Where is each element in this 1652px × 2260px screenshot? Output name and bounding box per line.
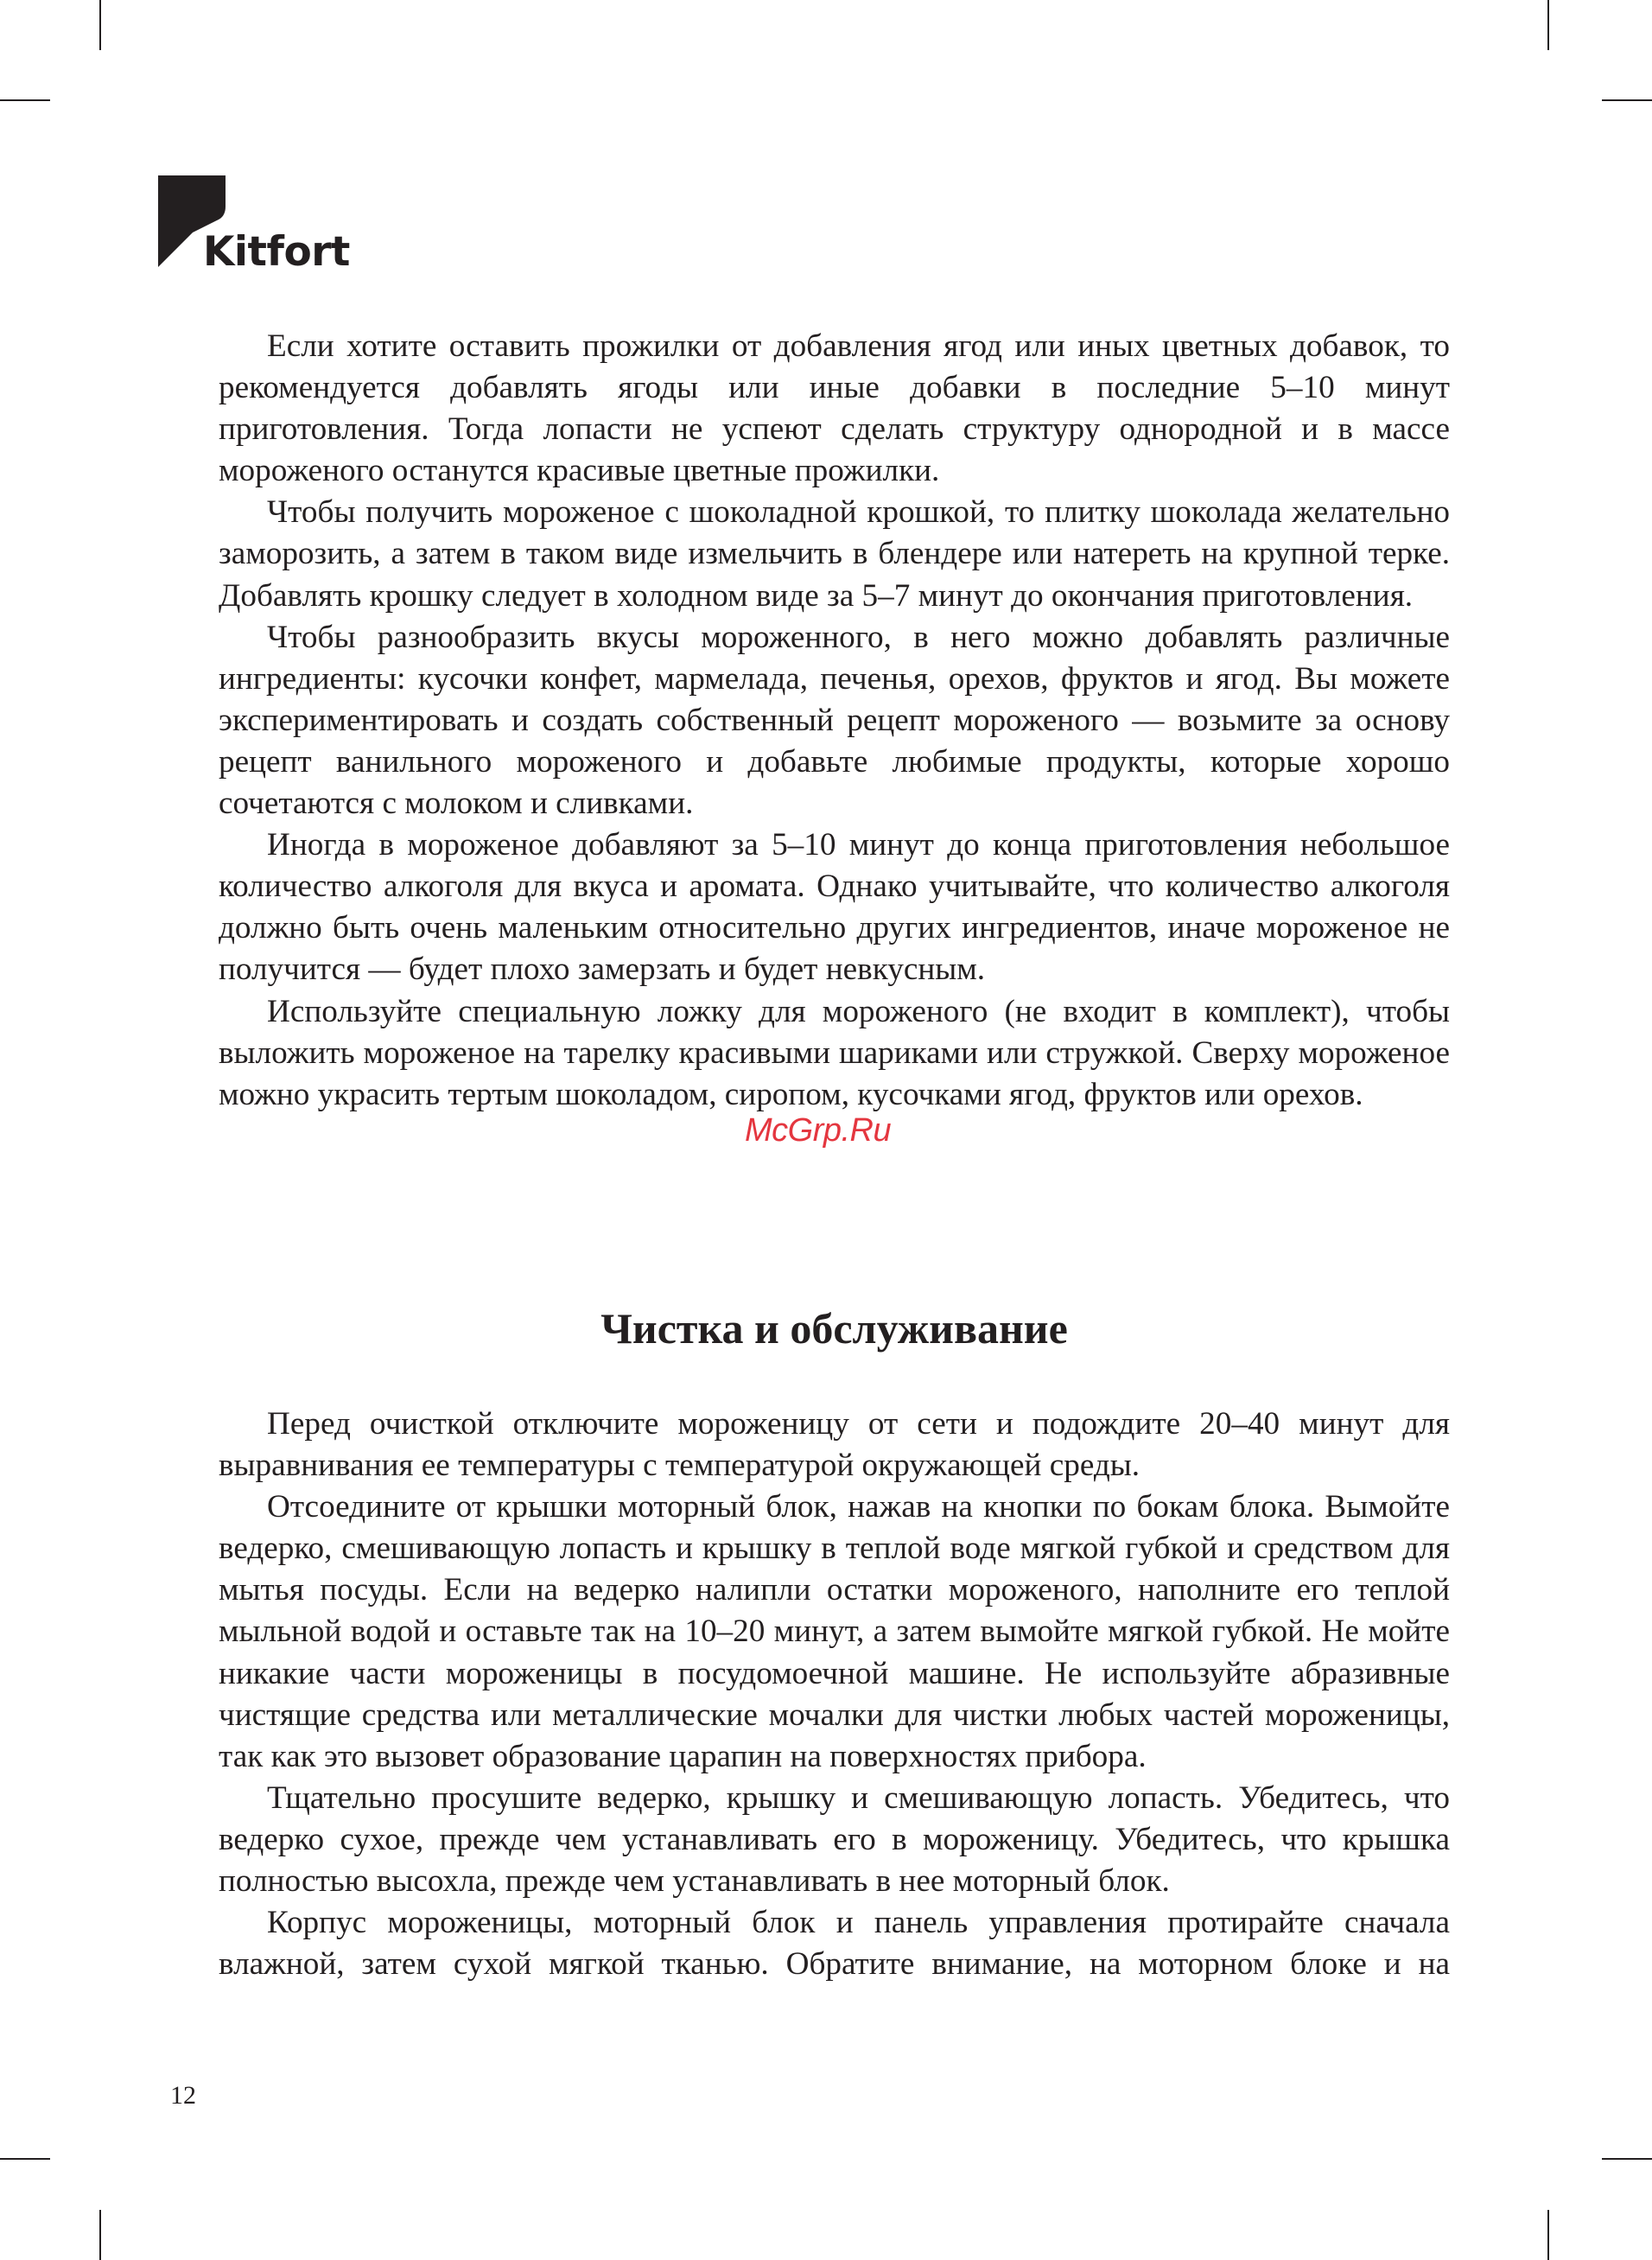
crop-mark — [1602, 2158, 1652, 2160]
paragraph: Чтобы получить мороженое с шоколадной крошкой, то плитку шоколада желательно заморозить, а затем в таком виде измельчить в блендере или натереть на крупной терке. Добавлять крошку следует в холодном виде за 5–7 минут до окончания приготовления. — [219, 494, 1450, 614]
paragraph: Иногда в мороженое добавляют за 5–10 минут до конца приготовления небольшое количество алкоголя для вкуса и аромата. Однако учитывайте, что количество алкоголя должно быть очень маленьким относительно других ингредиентов, иначе мороженое не получится — будет плохо замерзать и будет невкусным. — [219, 827, 1450, 988]
paragraph: Корпус мороженицы, моторный блок и панель управления протирайте сначала влажной, затем сухой мягкой тканью. Обратите внимание, на моторном блоке и на — [219, 1905, 1450, 1983]
brand-logo — [158, 175, 350, 276]
crop-mark — [1602, 99, 1652, 101]
paragraph: Если хотите оставить прожилки от добавления ягод или иных цветных добавок, то рекомендуется добавлять ягоды или иные добавки в последние 5–10 минут приготовления. Тогда лопасти не успеют сделать структуру однородной и в массе мороженого останутся красивые цветные прожилки. — [219, 328, 1450, 489]
crop-mark — [1547, 0, 1549, 50]
crop-mark — [99, 0, 101, 50]
crop-mark — [0, 99, 50, 101]
paragraph: Отсоедините от крышки моторный блок, нажав на кнопки по бокам блока. Вымойте ведерко, смешивающую лопасть и крышку в теплой воде мягкой губкой и средством для мытья посуды. Если на ведерко налипли остатки мороженого, наполните его теплой мыльной водой и оставьте так на 10–20 минут, а затем вымойте мягкой губкой. Не мойте никакие части мороженицы в посудомоечной машине. Не используйте абразивные чистящие средства или металлические мочалки для чистки любых частей мороженицы, так как это вызовет образование царапин на поверхностях прибора. — [219, 1489, 1450, 1774]
watermark: McGrp.Ru — [745, 1112, 892, 1149]
crop-mark — [0, 2158, 50, 2160]
crop-mark — [1547, 2210, 1549, 2260]
brand-name: Kitfort — [203, 228, 350, 276]
paragraph: Используйте специальную ложку для мороженого (не входит в комплект), чтобы выложить мороженое на тарелку красивыми шариками или стружкой. Сверху мороженое можно украсить тертым шоколадом, сиропом, кусочками ягод, фруктов или орехов. — [219, 993, 1450, 1112]
crop-mark — [99, 2210, 101, 2260]
recommendations-text — [219, 326, 1450, 1116]
cleaning-text — [219, 1404, 1450, 1985]
section-heading: Чистка и обслуживание — [600, 1304, 1068, 1353]
paragraph: Чтобы разнообразить вкусы мороженного, в него можно добавлять различные ингредиенты: кусочки конфет, мармелада, печенья, орехов, фруктов и ягод. Вы можете экспериментировать и создать собственный рецепт мороженого — возьмите за основу рецепт ванильного мороженого и добавьте любимые продукты, которые хорошо сочетаются с молоком и сливками. — [219, 619, 1450, 822]
paragraph: Тщательно просушите ведерко, крышку и смешивающую лопасть. Убедитесь, что ведерко сухое, прежде чем устанавливать его в мороженицу. Убедитесь, что крышка полностью высохла, прежде чем устанавливать в нее моторный блок. — [219, 1779, 1450, 1900]
paragraph: Перед очисткой отключите мороженицу от сети и подождите 20–40 минут для выравнивания ее температуры с температурой окружающей среды. — [219, 1406, 1450, 1484]
page-number: 12 — [170, 2081, 196, 2110]
